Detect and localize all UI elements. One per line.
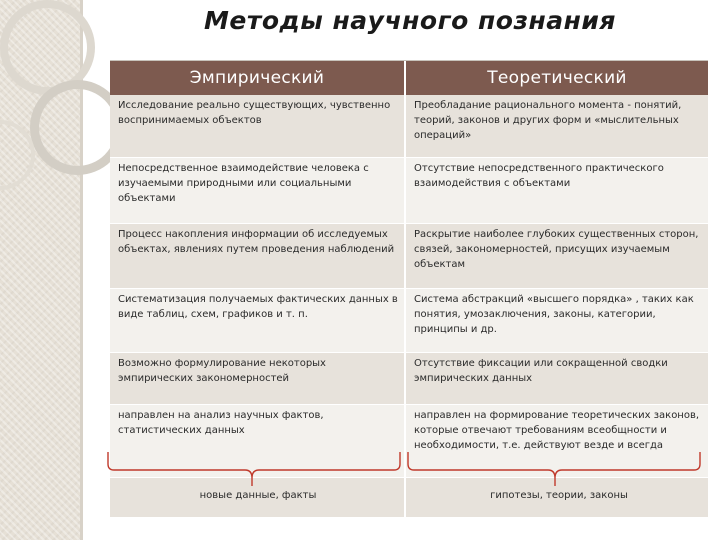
cell-empirical: направлен на анализ научных фактов, статистических данных [110, 405, 406, 477]
cell-empirical: Возможно формулирование некоторых эмпирических закономерностей [110, 353, 406, 404]
cell-empirical: Непосредственное взаимодействие человека с изучаемыми природными или социальными объектами [110, 158, 406, 223]
cell-theoretical: направлен на формирование теоретических законов, которые отвечают требованиям всеобщности и необходимости, т.е. действуют везде и всегда [414, 410, 700, 451]
cell-theoretical: Преобладание рационального момента - понятий, теорий, законов и других форм и «мыслительных операций» [414, 100, 682, 141]
cell-theoretical: Отсутствие непосредственного практического взаимодействия с объектами [414, 163, 664, 189]
slide-title: Методы научного познания [204, 6, 616, 35]
cell-theoretical: Раскрытие наиболее глубоких существенных сторон, связей, закономерностей, присущих изучаемым объектам [414, 229, 699, 270]
cell-empirical: Систематизация получаемых фактических данных в виде таблиц, схем, графиков и т. п. [110, 289, 406, 352]
cell-theoretical: Отсутствие фиксации или сокращенной сводки эмпирических данных [414, 358, 668, 384]
table-row [110, 289, 708, 353]
table-row [110, 95, 708, 158]
table-row [110, 158, 708, 224]
table-row [110, 353, 708, 405]
header-empirical: Эмпирический [110, 61, 406, 95]
cell-empirical: Исследование реально существующих, чувственно воспринимаемых объектов [110, 95, 406, 157]
table-row [110, 224, 708, 289]
cell-theoretical: Система абстракций «высшего порядка» , таких как понятия, умозаключения, законы, категории, принципы и др. [414, 294, 694, 335]
comparison-table [110, 60, 708, 518]
cell-empirical: Процесс накопления информации об исследуемых объектах, явлениях путем проведения наблюдений [110, 224, 406, 288]
summary-empirical: новые данные, факты [199, 490, 317, 501]
summary-theoretical: гипотезы, теории, законы [490, 490, 628, 501]
header-theoretical: Теоретический [487, 68, 627, 88]
table-row [110, 405, 708, 478]
table-header-row [110, 61, 708, 95]
